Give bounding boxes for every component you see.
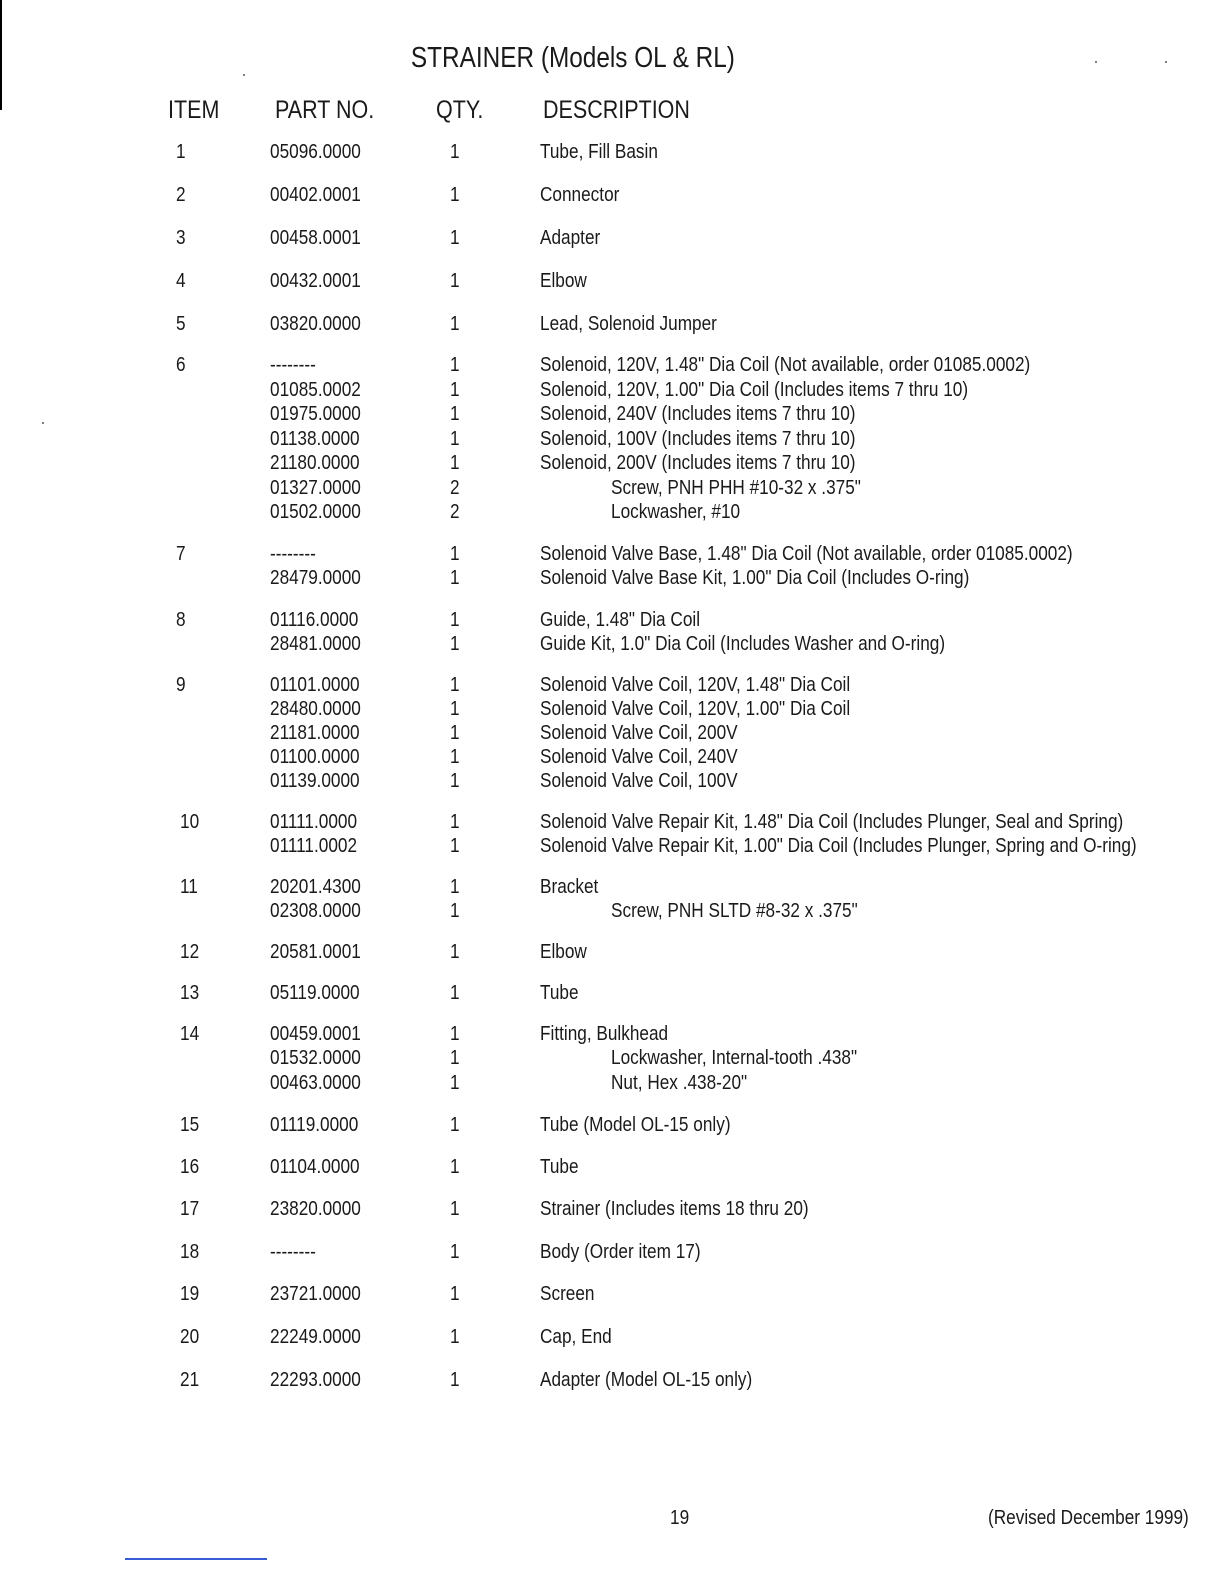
- quantity: 1: [450, 835, 460, 857]
- part-number: --------: [270, 354, 316, 376]
- part-number: 23820.0000: [270, 1198, 361, 1220]
- item-number: 3: [176, 227, 186, 249]
- footer-rule: [125, 1558, 267, 1560]
- part-number: 23721.0000: [270, 1283, 361, 1305]
- scan-speck: [1165, 61, 1167, 63]
- item-number: 14: [180, 1023, 200, 1045]
- item-number: 11: [180, 876, 198, 898]
- description: Solenoid Valve Coil, 240V: [540, 746, 738, 768]
- part-number: 28481.0000: [270, 633, 361, 655]
- description: Solenoid, 120V, 1.00" Dia Coil (Includes items 7 thru 10): [540, 379, 969, 401]
- part-number: 00459.0001: [270, 1023, 361, 1045]
- quantity: 1: [450, 698, 460, 720]
- quantity: 1: [450, 722, 460, 744]
- quantity: 1: [450, 941, 460, 963]
- part-number: 01116.0000: [270, 609, 359, 631]
- part-number: 28479.0000: [270, 567, 361, 589]
- description: Strainer (Includes items 18 thru 20): [540, 1198, 809, 1220]
- description: Solenoid Valve Coil, 120V, 1.00" Dia Coil: [540, 698, 851, 720]
- item-number: 7: [176, 543, 186, 565]
- part-number: 01085.0002: [270, 379, 361, 401]
- quantity: 1: [450, 543, 460, 565]
- scan-speck: [243, 74, 245, 76]
- page-number: 19: [670, 1507, 690, 1529]
- quantity: 1: [450, 770, 460, 792]
- description: Tube, Fill Basin: [540, 141, 658, 163]
- quantity: 1: [450, 227, 460, 249]
- description: Adapter (Model OL-15 only): [540, 1369, 753, 1391]
- quantity: 1: [450, 1023, 460, 1045]
- description: Lockwasher, Internal-tooth .438": [611, 1047, 858, 1069]
- description: Screw, PNH PHH #10-32 x .375": [611, 477, 861, 499]
- description: Solenoid Valve Base Kit, 1.00" Dia Coil (Includes O-ring): [540, 567, 970, 589]
- item-number: 19: [180, 1283, 200, 1305]
- item-number: 16: [180, 1156, 200, 1178]
- part-number: 01104.0000: [270, 1156, 360, 1178]
- item-number: 1: [176, 141, 186, 163]
- description: Solenoid Valve Base, 1.48" Dia Coil (Not available, order 01085.0002): [540, 543, 1073, 565]
- part-number: 00463.0000: [270, 1072, 361, 1094]
- part-number: 05096.0000: [270, 141, 361, 163]
- quantity: 1: [450, 1047, 460, 1069]
- quantity: 1: [450, 674, 460, 696]
- description: Solenoid Valve Repair Kit, 1.00" Dia Coil (Includes Plunger, Spring and O-ring): [540, 835, 1137, 857]
- description: Solenoid, 100V (Includes items 7 thru 10): [540, 428, 856, 450]
- description: Solenoid Valve Coil, 100V: [540, 770, 738, 792]
- page-title: STRAINER (Models OL & RL): [410, 42, 735, 74]
- quantity: 1: [450, 184, 460, 206]
- item-number: 6: [176, 354, 186, 376]
- quantity: 1: [450, 876, 460, 898]
- quantity: 1: [450, 313, 460, 335]
- description: Guide Kit, 1.0" Dia Coil (Includes Washer and O-ring): [540, 633, 946, 655]
- header-part-no: PART NO.: [275, 96, 375, 124]
- revision-note: (Revised December 1999): [988, 1507, 1189, 1529]
- quantity: 1: [450, 270, 460, 292]
- part-number: 21181.0000: [270, 722, 360, 744]
- description: Cap, End: [540, 1326, 612, 1348]
- part-number: 20201.4300: [270, 876, 361, 898]
- quantity: 1: [450, 1198, 460, 1220]
- quantity: 1: [450, 1241, 460, 1263]
- part-number: 00458.0001: [270, 227, 361, 249]
- description: Tube: [540, 1156, 579, 1178]
- description: Screen: [540, 1283, 595, 1305]
- description: Connector: [540, 184, 620, 206]
- scan-speck: [42, 422, 44, 424]
- item-number: 4: [176, 270, 186, 292]
- item-number: 17: [180, 1198, 200, 1220]
- part-number: 01138.0000: [270, 428, 360, 450]
- description: Bracket: [540, 876, 599, 898]
- description: Lockwasher, #10: [611, 501, 741, 523]
- quantity: 1: [450, 1156, 460, 1178]
- part-number: 00432.0001: [270, 270, 361, 292]
- quantity: 1: [450, 982, 460, 1004]
- item-number: 20: [180, 1326, 200, 1348]
- description: Tube (Model OL-15 only): [540, 1114, 731, 1136]
- description: Solenoid Valve Repair Kit, 1.48" Dia Coil (Includes Plunger, Seal and Spring): [540, 811, 1124, 833]
- quantity: 2: [450, 501, 460, 523]
- part-number: 02308.0000: [270, 900, 361, 922]
- part-number: 01502.0000: [270, 501, 361, 523]
- part-number: 01111.0002: [270, 835, 358, 857]
- header-item: ITEM: [168, 96, 220, 124]
- description: Solenoid Valve Coil, 200V: [540, 722, 738, 744]
- quantity: 1: [450, 141, 460, 163]
- description: Fitting, Bulkhead: [540, 1023, 669, 1045]
- description: Solenoid, 120V, 1.48" Dia Coil (Not available, order 01085.0002): [540, 354, 1031, 376]
- quantity: 1: [450, 1369, 460, 1391]
- quantity: 1: [450, 1326, 460, 1348]
- item-number: 13: [180, 982, 200, 1004]
- quantity: 1: [450, 811, 460, 833]
- description: Guide, 1.48" Dia Coil: [540, 609, 701, 631]
- item-number: 18: [180, 1241, 200, 1263]
- part-number: 00402.0001: [270, 184, 361, 206]
- item-number: 5: [176, 313, 186, 335]
- quantity: 1: [450, 354, 460, 376]
- quantity: 1: [450, 609, 460, 631]
- quantity: 1: [450, 379, 460, 401]
- part-number: 22249.0000: [270, 1326, 361, 1348]
- quantity: 1: [450, 1072, 460, 1094]
- description: Elbow: [540, 941, 587, 963]
- header-description: DESCRIPTION: [543, 96, 690, 124]
- quantity: 1: [450, 452, 460, 474]
- part-number: 21180.0000: [270, 452, 360, 474]
- quantity: 1: [450, 746, 460, 768]
- part-number: 01119.0000: [270, 1114, 359, 1136]
- quantity: 1: [450, 1114, 460, 1136]
- description: Adapter: [540, 227, 601, 249]
- part-number: 01100.0000: [270, 746, 360, 768]
- description: Elbow: [540, 270, 587, 292]
- quantity: 2: [450, 477, 460, 499]
- part-number: 03820.0000: [270, 313, 361, 335]
- item-number: 2: [176, 184, 186, 206]
- scan-speck: [1095, 61, 1097, 63]
- quantity: 1: [450, 428, 460, 450]
- item-number: 15: [180, 1114, 200, 1136]
- header-qty: QTY.: [436, 96, 484, 124]
- quantity: 1: [450, 900, 460, 922]
- item-number: 10: [180, 811, 200, 833]
- item-number: 21: [180, 1369, 200, 1391]
- part-number: 01327.0000: [270, 477, 361, 499]
- item-number: 9: [176, 674, 186, 696]
- item-number: 8: [176, 609, 186, 631]
- description: Solenoid, 200V (Includes items 7 thru 10): [540, 452, 856, 474]
- part-number: 05119.0000: [270, 982, 360, 1004]
- part-number: 01111.0000: [270, 811, 358, 833]
- part-number: 01139.0000: [270, 770, 360, 792]
- quantity: 1: [450, 1283, 460, 1305]
- description: Tube: [540, 982, 579, 1004]
- item-number: 12: [180, 941, 200, 963]
- part-number: 28480.0000: [270, 698, 361, 720]
- part-number: 22293.0000: [270, 1369, 361, 1391]
- part-number: 20581.0001: [270, 941, 361, 963]
- part-number: --------: [270, 543, 316, 565]
- description: Screw, PNH SLTD #8-32 x .375": [611, 900, 858, 922]
- quantity: 1: [450, 633, 460, 655]
- quantity: 1: [450, 403, 460, 425]
- description: Solenoid Valve Coil, 120V, 1.48" Dia Coil: [540, 674, 851, 696]
- description: Solenoid, 240V (Includes items 7 thru 10): [540, 403, 856, 425]
- part-number: 01975.0000: [270, 403, 361, 425]
- description: Body (Order item 17): [540, 1241, 701, 1263]
- quantity: 1: [450, 567, 460, 589]
- part-number: --------: [270, 1241, 316, 1263]
- description: Nut, Hex .438-20": [611, 1072, 748, 1094]
- description: Lead, Solenoid Jumper: [540, 313, 717, 335]
- part-number: 01532.0000: [270, 1047, 361, 1069]
- part-number: 01101.0000: [270, 674, 360, 696]
